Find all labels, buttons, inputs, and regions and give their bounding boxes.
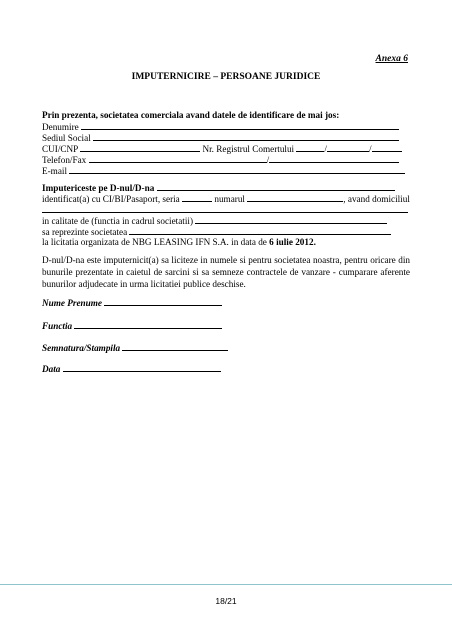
empowered-label: Imputericeste pe D-nul/D-na: [42, 183, 155, 193]
functia-blank[interactable]: [74, 320, 222, 329]
nr-registru-blank-3[interactable]: [372, 143, 402, 152]
footer-divider: [0, 584, 452, 585]
calitate-blank[interactable]: [195, 215, 387, 224]
nume-blank[interactable]: [104, 297, 222, 306]
semnatura-blank[interactable]: [122, 342, 228, 351]
sediu-label: Sediul Social: [42, 133, 91, 143]
reprezinte-label: sa reprezinte societatea: [42, 227, 128, 237]
semnatura-label: Semnatura/Stampila: [42, 343, 121, 353]
cui-blank[interactable]: [80, 143, 200, 152]
domiciliu-blank[interactable]: [42, 204, 408, 213]
data-row: [42, 363, 410, 375]
telefon-row: Telefon/Fax /: [42, 154, 410, 166]
id-seria-blank[interactable]: [182, 193, 212, 202]
document-title: IMPUTERNICIRE – PERSOANE JURIDICE: [131, 72, 321, 82]
intro-text: Prin prezenta, societatea comerciala avand datele de identificare de mai jos:: [42, 110, 340, 120]
page-number: 18/21: [215, 596, 237, 606]
telefon-label: Telefon/Fax: [42, 155, 87, 165]
fax-blank[interactable]: [269, 154, 399, 163]
licitatie-row: [42, 237, 410, 248]
empowerment-paragraph: D-nul/D-na este imputernicit(a) sa liciteze in numele si pentru societatea noastra, pentru oricare din bunurile prezentate in caietul de sarcini si sa semneze contractele de vanzare - cumparare aferente bunurilor adjudecate in urma licitatiei publice deschise.: [42, 255, 410, 289]
functia-row: [42, 320, 410, 332]
data-blank[interactable]: [63, 363, 221, 372]
cui-label: CUI/CNP: [42, 144, 78, 154]
reprezinte-blank[interactable]: [129, 226, 391, 235]
nr-registru-blank-2[interactable]: [327, 143, 369, 152]
annex-label: Anexa 6: [375, 54, 408, 64]
nume-row: [42, 297, 410, 309]
nume-label: Nume Prenume: [42, 298, 102, 308]
empowered-name-blank[interactable]: [157, 182, 395, 191]
nr-registru-label: Nr. Registrul Comertului: [202, 144, 295, 154]
id-numarul-blank[interactable]: [247, 193, 343, 202]
calitate-label: in calitate de (functia in cadrul societatii): [42, 216, 194, 226]
email-label: E-mail: [42, 166, 68, 176]
denumire-label: Denumire: [42, 122, 79, 132]
semnatura-row: [42, 342, 410, 354]
id-numarul-label: numarul: [214, 194, 245, 204]
email-blank[interactable]: [69, 165, 405, 174]
telefon-blank[interactable]: [89, 154, 267, 163]
nr-registru-blank-1[interactable]: [296, 143, 324, 152]
data-label: Data: [42, 364, 61, 374]
denumire-blank[interactable]: [81, 121, 399, 130]
email-row: [42, 165, 410, 177]
id-suffix: , avand domiciliul: [343, 194, 410, 204]
licitatie-text: la licitatia organizata de NBG LEASING IFN S.A. in data de: [42, 237, 270, 247]
id-prefix: identificat(a) cu CI/BI/Pasaport, seria: [42, 194, 180, 204]
sediu-blank[interactable]: [93, 132, 399, 141]
cui-row: CUI/CNP Nr. Registrul Comertului / /: [42, 143, 410, 155]
licitatie-date: 6 iulie 2012.: [269, 237, 316, 247]
functia-label: Functia: [42, 321, 73, 331]
